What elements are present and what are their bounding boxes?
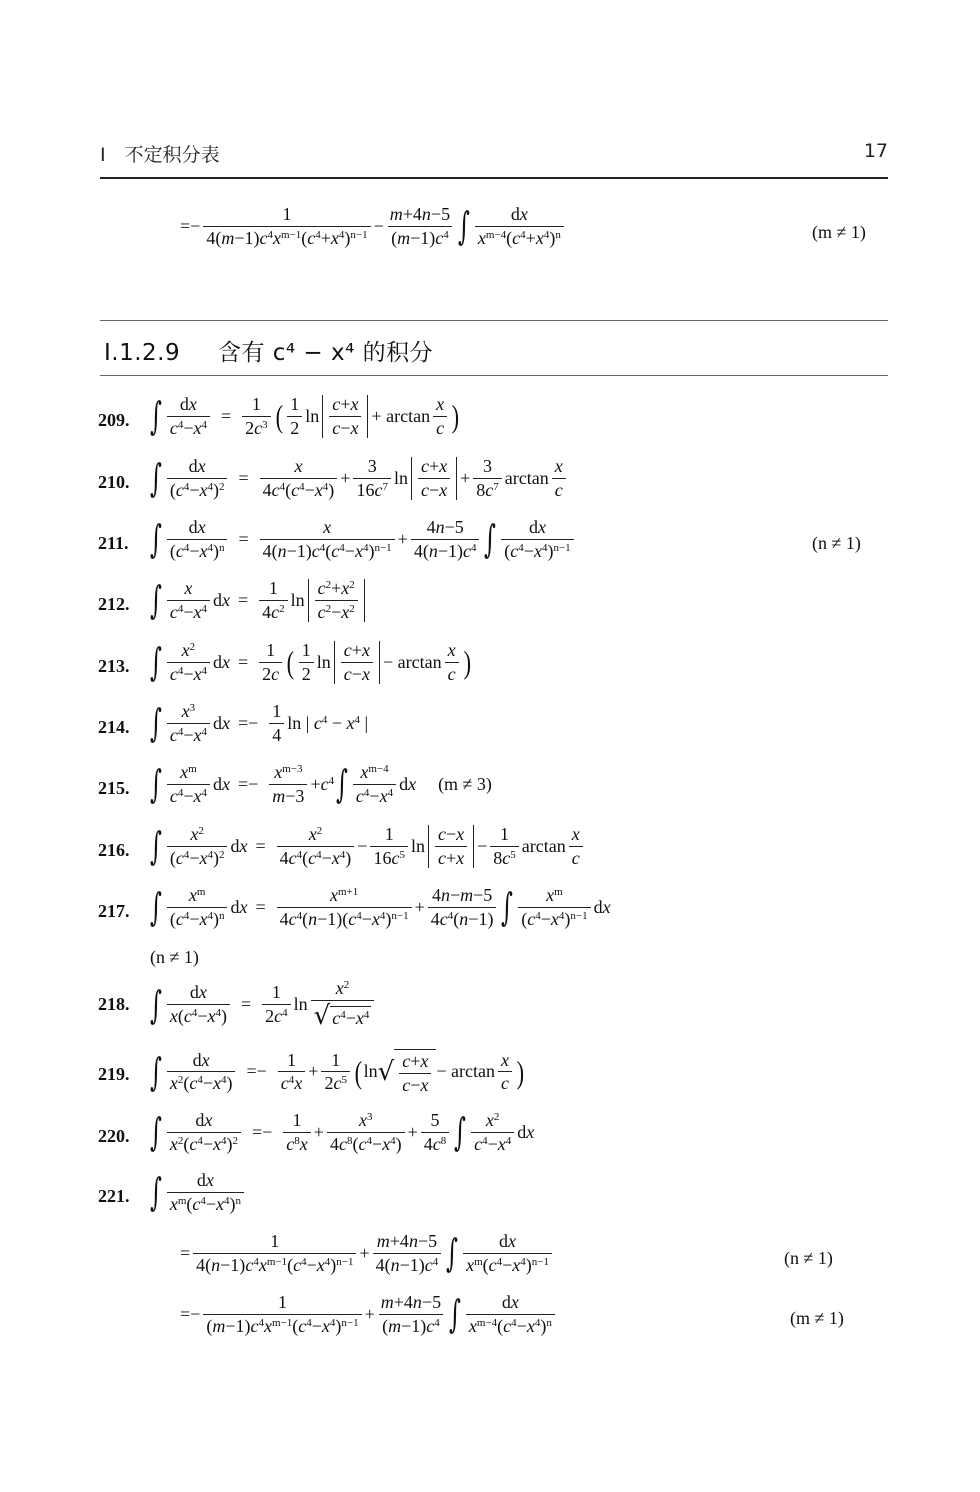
condition-215: (m ≠ 3) xyxy=(438,773,492,794)
formula-221-rhs-1: = $\frac{1}{4(n-1)c^4x^{m-1}(c^4-x^4)^{n-1}}$ + $\frac{m+4n-5}{4(n-1)c^4}$ ∫ $\frac{dx}{x^m(c^4-x^4)^{n-1}}$ xyxy=(180,1232,555,1275)
formula-219: ∫ $\frac{dx}{x^2(c^4-x^4)}$ =− $\frac{1}{c^4x}$ + $\frac{1}{2c^5}$ ( ln √ $\frac{c+x}{c-x}$ − arctan $\frac{x}{c}$ ) xyxy=(149,1049,525,1095)
section-number: Ⅰ.1.2.9 xyxy=(104,340,181,366)
section-rule-top xyxy=(100,320,888,321)
formula-214: ∫ $\frac{x^3}{c^4-x^4}$ dx =− $\frac{1}{4}$ ln | $c^4 - x^4$ | xyxy=(149,701,369,746)
formula-number: 216. xyxy=(98,840,130,860)
page-number: 17 xyxy=(863,140,888,162)
section-title: 含有 c⁴ − x⁴ 的积分 xyxy=(217,340,434,366)
formula-218: ∫ $\frac{dx}{x(c^4-x^4)}$ = $\frac{1}{2c^4}$ ln $x^2$ √ $c^4-x^4$ xyxy=(148,979,377,1030)
formula-number: 211. xyxy=(98,533,129,553)
formula-number: 210. xyxy=(98,472,130,492)
condition-top: (m ≠ 1) xyxy=(812,222,866,242)
condition-221-b: (m ≠ 1) xyxy=(790,1308,844,1328)
formula-number: 219. xyxy=(98,1064,130,1084)
formula-221-rhs-2: =− $\frac{1}{(m-1)c^4x^{m-1}(c^4-x^4)^{n-1}}$ + $\frac{m+4n-5}{(m-1)c^4}$ ∫ $\frac{dx}{x^{m-4}(c^4-x^4)^n}$ xyxy=(180,1293,558,1336)
section-heading xyxy=(104,334,433,367)
formula-217: ∫ $\frac{x^m}{(c^4-x^4)^n}$ dx = $\frac{x^{m+1}}{4c^4(n-1)(c^4-x^4)^{n-1}}$ + $\frac{4n-m-5}{4c^4(n-1)}$ ∫ $\frac{x^m}{(c^4-x^4)^{n-1}}$ dx xyxy=(149,885,611,930)
formula-213: ∫ $\frac{x^2}{c^4-x^4}$ dx = $\frac{1}{2c}$ ( $\frac{1}{2}$ ln $\frac{c+x}{c-x}$ − arctan $\frac{x}{c}$ ) xyxy=(149,640,471,685)
formula-221-lhs: ∫ $\frac{dx}{x^m(c^4-x^4)^n}$ xyxy=(148,1171,247,1214)
formula-number: 221. xyxy=(98,1186,130,1206)
formula-number: 213. xyxy=(98,656,130,676)
formula-number: 217. xyxy=(98,901,130,921)
formula-209: ∫ $\frac{dx}{c^4-x^4}$ = $\frac{1}{2c^3}$ ( $\frac{1}{2}$ ln $\frac{c+x}{c-x}$ + arctan $\frac{x}{c}$ ) xyxy=(149,394,460,439)
section-rule-bottom xyxy=(100,375,888,376)
formula-number: 218. xyxy=(98,994,130,1014)
header-rule xyxy=(100,177,888,179)
chapter-title: Ⅰ 不定积分表 xyxy=(100,144,220,166)
formula-220: ∫ $\frac{dx}{x^2(c^4-x^4)^2}$ =− $\frac{1}{c^8x}$ + $\frac{x^3}{4c^8(c^4-x^4)}$ + $\frac{5}{4c^8}$ ∫ $\frac{x^2}{c^4-x^4}$ dx xyxy=(149,1110,535,1155)
running-header xyxy=(100,140,888,168)
formula-number: 220. xyxy=(98,1126,130,1146)
formula-number: 209. xyxy=(98,410,130,430)
formula-216: ∫ $\frac{x^2}{(c^4-x^4)^2}$ dx = $\frac{x^2}{4c^4(c^4-x^4)}$ − $\frac{1}{16c^5}$ ln $\frac{c-x}{c+x}$ − $\frac{1}{8c^5}$ arctan $\frac{x}{c}$ xyxy=(148,825,586,868)
formula-215: ∫ $\frac{x^m}{c^4-x^4}$ dx =− $\frac{x^{m-3}}{m-3}$ $+c^4$ ∫ $\frac{x^{m-4}}{c^4-x^4}$ dx (m ≠ 3) xyxy=(149,762,492,807)
formula-number: 214. xyxy=(98,717,130,737)
formula-number: 212. xyxy=(98,594,130,614)
formula-211: ∫ $\frac{dx}{(c^4-x^4)^n}$ = $\frac{x}{4(n-1)c^4(c^4-x^4)^{n-1}}$ + $\frac{4n-5}{4(n-1)c^4}$ ∫ $\frac{dx}{(c^4-x^4)^{n-1}}$ xyxy=(148,518,577,561)
formula-continuation: =− $\frac{1}{4(m-1)c^4x^{m-1}(c^4+x^4)^{n-1}}$ − $\frac{m+4n-5}{(m-1)c^4}$ ∫ $\frac{dx}{x^{m-4}(c^4+x^4)^n}$ xyxy=(180,205,567,248)
condition-211: (n ≠ 1) xyxy=(812,533,861,553)
formula-number: 215. xyxy=(98,778,130,798)
formula-212: ∫ $\frac{x}{c^4-x^4}$ dx = $\frac{1}{4c^2}$ ln $\frac{c^2+x^2}{c^2-x^2}$ xyxy=(148,579,368,622)
condition-221-a: (n ≠ 1) xyxy=(784,1248,833,1268)
condition-217: (n ≠ 1) xyxy=(150,947,199,967)
formula-210: ∫ $\frac{dx}{(c^4-x^4)^2}$ = $\frac{x}{4c^4(c^4-x^4)}$ + $\frac{3}{16c^7}$ ln $\frac{c+x}{c-x}$ + $\frac{3}{8c^7}$ arctan $\frac{x}{c}$ xyxy=(148,457,569,500)
